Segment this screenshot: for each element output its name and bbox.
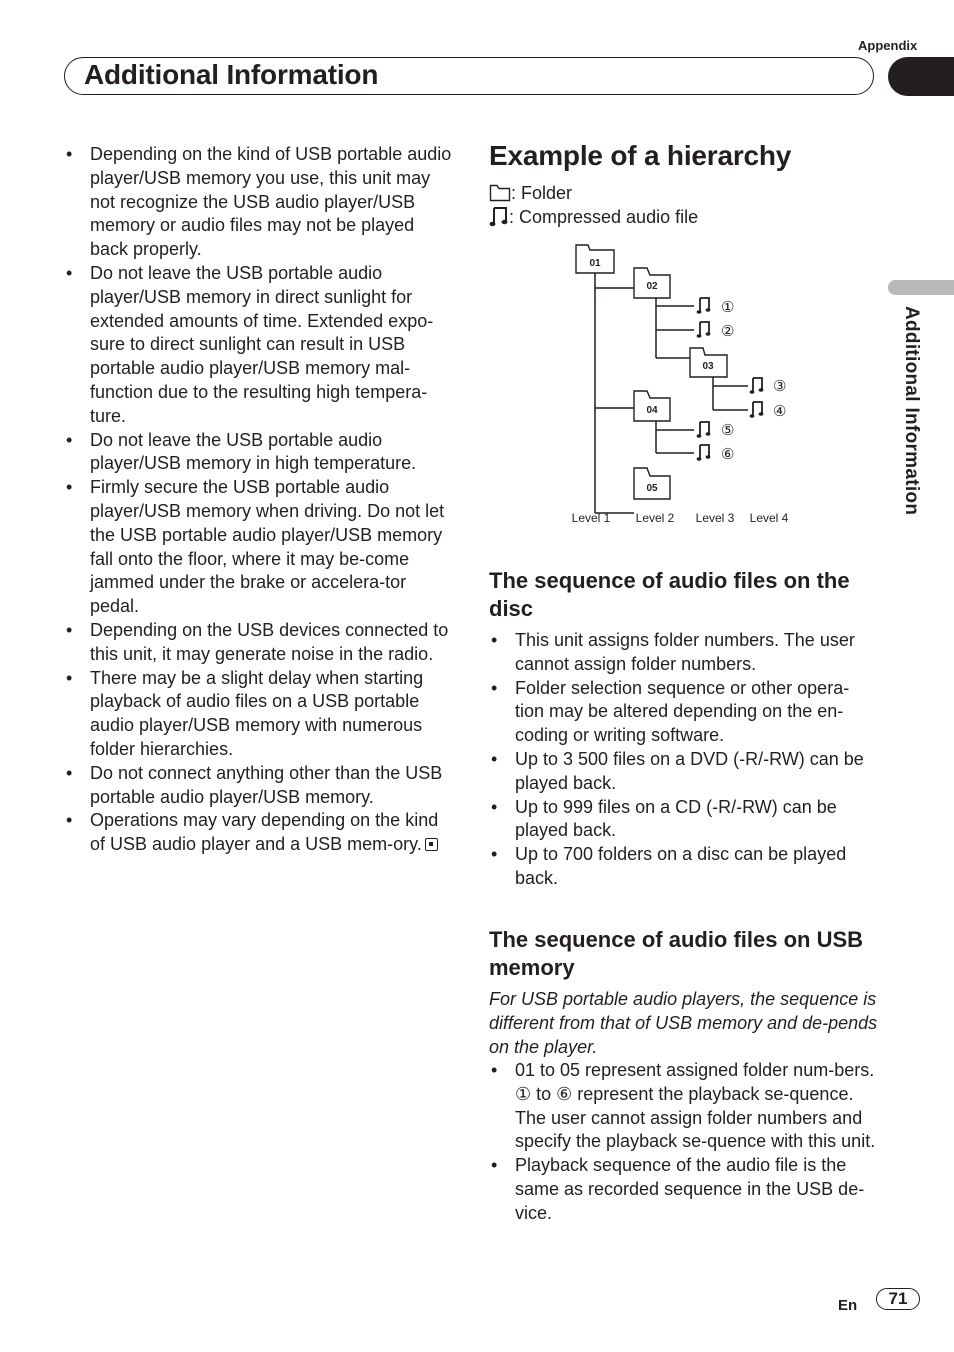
list-item-text: Playback sequence of the audio file is the same as recorded sequence in the USB de-vice. bbox=[515, 1155, 865, 1223]
folder-05 bbox=[634, 468, 670, 499]
header-tab bbox=[888, 57, 954, 96]
list-item-text: There may be a slight delay when starting playback of audio files on a USB portable audio player/USB memory with numerous folder hierarchies. bbox=[90, 667, 424, 759]
list-item-text: Folder selection sequence or other opera-tion may be altered depending on the en-coding or writing software. bbox=[515, 677, 850, 746]
list-item bbox=[90, 762, 452, 810]
file-marker: ⑤ bbox=[721, 422, 735, 439]
file-marker: ③ bbox=[773, 378, 787, 395]
folder-02 bbox=[634, 268, 670, 298]
usb-heading: The sequence of audio files on USB memory bbox=[489, 927, 864, 980]
file-marker: ⑥ bbox=[721, 446, 735, 463]
folder-04 bbox=[634, 391, 670, 421]
hierarchy-diagram bbox=[560, 238, 840, 538]
music-note-icon bbox=[697, 298, 711, 314]
list-item bbox=[90, 619, 452, 667]
left-bullet-list bbox=[90, 143, 452, 857]
list-item-text: Up to 3 500 files on a DVD (-R/-RW) can be played back. bbox=[515, 748, 864, 793]
level-label: Level 2 bbox=[635, 511, 675, 525]
section-label: Appendix bbox=[858, 38, 918, 53]
music-note-icon bbox=[489, 205, 509, 227]
list-item bbox=[90, 429, 452, 477]
file-marker: ② bbox=[721, 323, 735, 340]
list-item-text: Up to 700 folders on a disc can be played back. bbox=[515, 844, 847, 888]
stop-square-icon bbox=[425, 838, 438, 851]
list-item-text: Depending on the USB devices connected to this unit, it may generate noise in the radio. bbox=[90, 619, 449, 664]
level-label: Level 3 bbox=[695, 511, 735, 525]
list-item-text: Do not connect anything other than the USB portable audio player/USB memory. bbox=[90, 762, 443, 807]
folder-03 bbox=[690, 348, 727, 377]
folder-label: 02 bbox=[646, 281, 658, 292]
list-item bbox=[90, 262, 452, 429]
folder-label: 04 bbox=[646, 405, 658, 416]
disc-heading: The sequence of audio files on the disc bbox=[489, 568, 850, 621]
list-item bbox=[515, 748, 877, 796]
music-note-icon bbox=[697, 322, 711, 338]
file-marker: ④ bbox=[773, 403, 787, 420]
list-item bbox=[515, 1059, 877, 1154]
list-item bbox=[515, 629, 877, 677]
list-item-text: Do not leave the USB portable audio player/USB memory in direct sunlight for extended amounts of time. Extended expo-sure to direct sunlight can result in USB portable audio player/USB memory mal-function due to the resulting high tempera-ture. bbox=[90, 262, 434, 426]
usb-bullet-list bbox=[515, 1059, 877, 1226]
list-item-text: Up to 999 files on a CD (-R/-RW) can be played back. bbox=[515, 796, 837, 841]
legend-audio-text: : Compressed audio file bbox=[509, 207, 699, 227]
folder-label: 03 bbox=[702, 361, 714, 372]
list-item bbox=[515, 677, 877, 748]
folder-01 bbox=[576, 245, 614, 273]
page-number: 71 bbox=[876, 1288, 920, 1310]
usb-intro: For USB portable audio players, the sequence is different from that of USB memory and de-pends on the player. bbox=[489, 989, 878, 1057]
level-label: Level 4 bbox=[749, 511, 789, 525]
side-section-label: Additional Information bbox=[901, 306, 922, 516]
hierarchy-title: Example of a hierarchy bbox=[489, 140, 792, 171]
list-item bbox=[515, 1154, 877, 1225]
list-item-text: Depending on the kind of USB portable audio player/USB memory you use, this unit may not recognize the USB audio player/USB memory or audio files may not be played back properly. bbox=[90, 144, 452, 260]
list-item-text: Do not leave the USB portable audio player/USB memory in high temperature. bbox=[90, 429, 417, 474]
legend-audio bbox=[489, 205, 698, 229]
language-code: En bbox=[838, 1297, 858, 1314]
list-item bbox=[515, 843, 877, 891]
music-note-icon bbox=[750, 402, 764, 418]
music-note-icon bbox=[750, 378, 764, 394]
page-title: Additional Information bbox=[84, 59, 379, 90]
list-item bbox=[90, 476, 452, 619]
side-tab-marker bbox=[888, 280, 954, 295]
list-item bbox=[515, 796, 877, 844]
list-item bbox=[90, 143, 452, 262]
list-item bbox=[90, 809, 452, 857]
list-item-text: Firmly secure the USB portable audio player/USB memory when driving. Do not let the USB portable audio player/USB memory fall onto the floor, where it may be-come jammed under the brake or accelera-tor pedal. bbox=[90, 477, 445, 617]
legend-folder-text: : Folder bbox=[511, 183, 573, 203]
list-item-text: Operations may vary depending on the kind of USB audio player and a USB mem-ory. bbox=[90, 810, 439, 855]
folder-icon bbox=[489, 184, 511, 202]
list-item-text: This unit assigns folder numbers. The user cannot assign folder numbers. bbox=[515, 630, 855, 674]
legend-folder bbox=[489, 181, 572, 205]
disc-bullet-list bbox=[515, 629, 877, 891]
music-note-icon bbox=[697, 445, 711, 461]
folder-label: 01 bbox=[589, 258, 601, 269]
list-item-text: 01 to 05 represent assigned folder num-bers. ① to ⑥ represent the playback se-quence. The user cannot assign folder numbers and specify the playback se-quence with this unit. bbox=[515, 1060, 876, 1152]
list-item bbox=[90, 667, 452, 762]
file-marker: ① bbox=[721, 299, 735, 316]
level-label: Level 1 bbox=[571, 511, 611, 525]
folder-label: 05 bbox=[646, 483, 658, 494]
music-note-icon bbox=[697, 422, 711, 438]
